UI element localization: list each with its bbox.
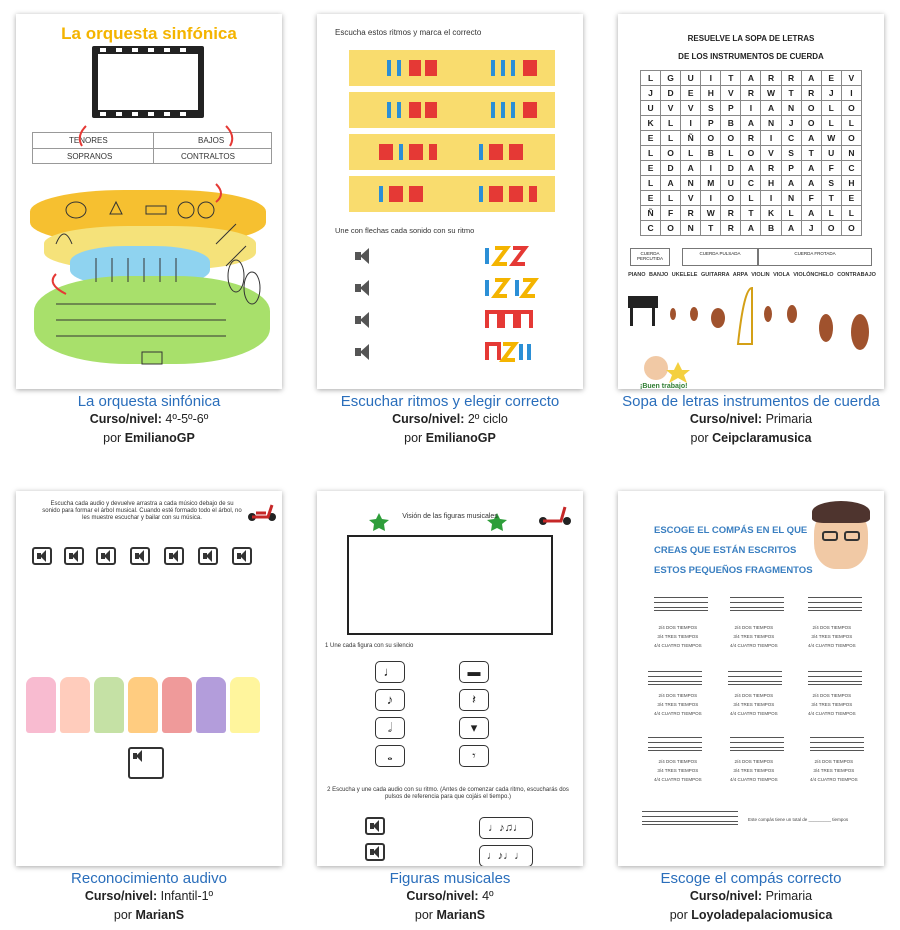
card-level: Curso/nivel: 2º ciclo bbox=[392, 412, 508, 426]
grid-letter: A bbox=[741, 71, 761, 86]
grid-letter: L bbox=[661, 131, 681, 146]
grid-letter: B bbox=[721, 116, 741, 131]
grid-letter: A bbox=[801, 71, 821, 86]
grid-letter: E bbox=[641, 161, 661, 176]
grid-row bbox=[641, 206, 862, 221]
option-list: 2/4 DOS TIEMPOS 3/4 TRES TIEMPOS 4/4 CUATRO TIEMPOS bbox=[654, 693, 702, 716]
grid-letter: O bbox=[661, 146, 681, 161]
grid-letter: I bbox=[701, 161, 721, 176]
grid-letter: T bbox=[781, 86, 801, 101]
card-author: por MarianS bbox=[414, 908, 486, 922]
note-box[interactable]: ♩ bbox=[375, 661, 405, 683]
grid-letter: U bbox=[821, 146, 841, 161]
grid-letter: O bbox=[741, 146, 761, 161]
worksheet-card bbox=[616, 14, 886, 448]
scooter-icon bbox=[246, 499, 278, 523]
musician-figure[interactable] bbox=[128, 677, 158, 733]
grid-letter: O bbox=[841, 101, 861, 116]
grid-letter: A bbox=[681, 161, 701, 176]
music-staff bbox=[648, 671, 702, 685]
grid-letter: I bbox=[681, 116, 701, 131]
grid-letter: P bbox=[721, 101, 741, 116]
grid-row bbox=[641, 161, 862, 176]
grid-letter: A bbox=[741, 161, 761, 176]
grid-letter: E bbox=[641, 191, 661, 206]
grid-letter: N bbox=[781, 101, 801, 116]
rhythm-row bbox=[349, 50, 555, 86]
rhythm-row bbox=[349, 92, 555, 128]
musician-figure[interactable] bbox=[94, 677, 124, 733]
grid-letter: L bbox=[721, 146, 741, 161]
grid-letter: H bbox=[841, 176, 861, 191]
grid-letter: K bbox=[761, 206, 781, 221]
grid-letter: L bbox=[661, 116, 681, 131]
grid-row bbox=[641, 86, 862, 101]
grid-row bbox=[641, 176, 862, 191]
grid-row bbox=[641, 221, 862, 236]
option-list: 2/4 DOS TIEMPOS 3/4 TRES TIEMPOS 4/4 CUATRO TIEMPOS bbox=[654, 625, 702, 648]
thumb-instructions: Escucha cada audio y devuelve arrastra a cada músico debajo de su sonido para formar el árbol musical. Cuando esté formado todo el árbol, no les muestre escuchar y bailar con su música. bbox=[42, 501, 242, 521]
audio-button[interactable] bbox=[130, 547, 150, 565]
author-name[interactable]: MarianS bbox=[436, 908, 486, 922]
grid-letter: T bbox=[821, 191, 841, 206]
grid-letter: D bbox=[661, 86, 681, 101]
worksheet-thumbnail[interactable] bbox=[317, 14, 583, 389]
grid-letter: O bbox=[721, 191, 741, 206]
grid-letter: V bbox=[681, 101, 701, 116]
grid-letter: E bbox=[681, 86, 701, 101]
grid-letter: J bbox=[801, 221, 821, 236]
note-box[interactable]: ♪ bbox=[375, 689, 405, 711]
grid-letter: R bbox=[741, 86, 761, 101]
grid-letter: O bbox=[701, 131, 721, 146]
grid-letter: A bbox=[741, 221, 761, 236]
grid-letter: C bbox=[781, 131, 801, 146]
speaker-icon bbox=[355, 310, 377, 330]
grid-letter: V bbox=[661, 101, 681, 116]
grid-letter: W bbox=[701, 206, 721, 221]
grid-letter: I bbox=[841, 86, 861, 101]
grid-letter: P bbox=[781, 161, 801, 176]
worksheet-thumbnail[interactable] bbox=[16, 14, 282, 389]
grid-letter: L bbox=[641, 71, 661, 86]
grid-letter: R bbox=[721, 206, 741, 221]
grid-letter: U bbox=[721, 176, 741, 191]
grid-letter: F bbox=[801, 191, 821, 206]
option-list: 2/4 DOS TIEMPOS 3/4 TRES TIEMPOS 4/4 CUATRO TIEMPOS bbox=[730, 759, 778, 782]
card-title-link[interactable]: Reconocimiento audivo bbox=[71, 870, 227, 887]
musician-figure[interactable] bbox=[60, 677, 90, 733]
grid-letter: C bbox=[741, 176, 761, 191]
orchestra-instruments-drawing bbox=[16, 14, 282, 389]
music-staff bbox=[730, 597, 784, 611]
grid-letter: L bbox=[661, 191, 681, 206]
grid-letter: S bbox=[821, 176, 841, 191]
grid-letter: F bbox=[661, 206, 681, 221]
worksheet-thumbnail[interactable] bbox=[16, 491, 282, 866]
grid-letter: E bbox=[641, 131, 661, 146]
thumb-heading-line: ESCOGE EL COMPÁS EN EL QUE bbox=[654, 525, 808, 536]
grid-letter: B bbox=[701, 146, 721, 161]
grid-letter: I bbox=[761, 191, 781, 206]
worksheet-thumbnail[interactable] bbox=[618, 491, 884, 866]
grid-letter: L bbox=[841, 116, 861, 131]
thumb-heading-line: CREAS QUE ESTÁN ESCRITOS bbox=[654, 545, 797, 556]
grid-letter: I bbox=[741, 101, 761, 116]
grid-letter: I bbox=[761, 131, 781, 146]
grid-letter: G bbox=[661, 71, 681, 86]
author-name[interactable]: EmilianoGP bbox=[425, 431, 496, 445]
note-box[interactable]: 𝅝 bbox=[375, 745, 405, 767]
grid-letter: H bbox=[701, 86, 721, 101]
grid-letter: O bbox=[661, 221, 681, 236]
option-list: 2/4 DOS TIEMPOS 3/4 TRES TIEMPOS 4/4 CUATRO TIEMPOS bbox=[808, 693, 856, 716]
grid-letter: J bbox=[781, 116, 801, 131]
grid-letter: L bbox=[681, 146, 701, 161]
grid-letter: E bbox=[841, 191, 861, 206]
card-title-link[interactable]: La orquesta sinfónica bbox=[77, 393, 221, 410]
music-staff bbox=[808, 671, 862, 685]
grid-letter: F bbox=[821, 161, 841, 176]
grid-letter: A bbox=[761, 101, 781, 116]
grid-letter: R bbox=[761, 71, 781, 86]
audio-button[interactable] bbox=[96, 547, 116, 565]
grid-letter: O bbox=[801, 101, 821, 116]
instrument-list: PIANO BANJO UKELELE GUITARRA ARPA VIOLIN VIOLA VIOLÓNCHELO CONTRABAJO bbox=[628, 272, 876, 278]
worksheet-card bbox=[14, 491, 284, 925]
grid-letter: L bbox=[841, 206, 861, 221]
worksheet-card bbox=[14, 14, 284, 448]
grid-letter: O bbox=[721, 131, 741, 146]
grid-row bbox=[641, 71, 862, 86]
rest-box[interactable]: 𝄾 bbox=[459, 745, 489, 767]
grid-letter: O bbox=[841, 131, 861, 146]
grid-letter: A bbox=[801, 131, 821, 146]
grid-letter: N bbox=[761, 116, 781, 131]
grid-letter: R bbox=[781, 71, 801, 86]
grid-letter: R bbox=[721, 221, 741, 236]
grid-row bbox=[641, 146, 862, 161]
grid-letter: V bbox=[681, 191, 701, 206]
grid-letter: D bbox=[721, 161, 741, 176]
grid-letter: V bbox=[841, 71, 861, 86]
label-sopranos: SOPRANOS bbox=[67, 152, 113, 161]
author-name[interactable]: Loyoladepalaciomusica bbox=[691, 908, 833, 922]
grid-letter: R bbox=[681, 206, 701, 221]
grid-row bbox=[641, 116, 862, 131]
speaker-icon bbox=[355, 342, 377, 362]
note-box[interactable]: 𝅗𝅥 bbox=[375, 717, 405, 739]
grid-letter: C bbox=[841, 161, 861, 176]
grid-letter: L bbox=[641, 146, 661, 161]
thumb-title: La orquesta sinfónica bbox=[61, 24, 237, 43]
worksheet-card bbox=[315, 14, 585, 448]
music-staff bbox=[654, 597, 708, 611]
music-staff bbox=[642, 811, 738, 825]
thumb-heading: Visión de las figuras musicales bbox=[402, 513, 498, 520]
option-list: 2/4 DOS TIEMPOS 3/4 TRES TIEMPOS 4/4 CUATRO TIEMPOS bbox=[810, 759, 858, 782]
grid-letter: M bbox=[701, 176, 721, 191]
grid-letter: N bbox=[681, 221, 701, 236]
word-search-grid bbox=[640, 70, 862, 236]
badge-text: ¡Buen trabajo! bbox=[640, 383, 688, 389]
grid-letter: L bbox=[821, 116, 841, 131]
thumb-subheading: Une con flechas cada sonido con su ritmo bbox=[335, 226, 475, 235]
card-author: por Ceipclaramusica bbox=[690, 431, 812, 445]
worksheet-card bbox=[616, 491, 886, 925]
category-label: CUERDA FROTADA bbox=[758, 248, 872, 266]
grid-letter: V bbox=[721, 86, 741, 101]
grid-letter: L bbox=[641, 176, 661, 191]
category-label: CUERDA PULSADA bbox=[682, 248, 758, 266]
grid-letter: H bbox=[761, 176, 781, 191]
grid-row bbox=[641, 131, 862, 146]
card-level: Curso/nivel: 4º-5º-6º bbox=[89, 412, 209, 426]
grid-row bbox=[641, 191, 862, 206]
grid-letter: E bbox=[821, 71, 841, 86]
grid-letter: N bbox=[781, 191, 801, 206]
rhythm-box[interactable]: ♩♪♩♩ bbox=[479, 845, 533, 866]
grid-letter: N bbox=[681, 176, 701, 191]
grid-letter: L bbox=[821, 206, 841, 221]
music-staff bbox=[810, 737, 864, 751]
grid-letter: W bbox=[761, 86, 781, 101]
card-author: por MarianS bbox=[113, 908, 185, 922]
audio-button[interactable] bbox=[32, 547, 52, 565]
musician-figure[interactable] bbox=[230, 677, 260, 733]
card-title-link[interactable]: Escoge el compás correcto bbox=[660, 870, 842, 887]
musician-figure[interactable] bbox=[162, 677, 192, 733]
rhythm-patterns-drawing bbox=[483, 244, 553, 374]
grid-letter: B bbox=[761, 221, 781, 236]
speaker-icon bbox=[355, 246, 377, 266]
grid-letter: R bbox=[801, 86, 821, 101]
category-label: CUERDA PERCUTIDA bbox=[630, 248, 670, 266]
grid-letter: O bbox=[801, 116, 821, 131]
card-level: Curso/nivel: Primaria bbox=[689, 889, 813, 903]
grid-letter: D bbox=[661, 161, 681, 176]
author-name[interactable]: Ceipclaramusica bbox=[712, 431, 812, 445]
grid-letter: I bbox=[701, 191, 721, 206]
label-contraltos: CONTRALTOS bbox=[181, 152, 235, 161]
musician-figure[interactable] bbox=[26, 677, 56, 733]
decor-icons bbox=[317, 491, 583, 531]
grid-letter: A bbox=[741, 116, 761, 131]
rhythm-row bbox=[349, 176, 555, 212]
question-1: 1 Une cada figura con su silencio bbox=[325, 643, 414, 649]
music-staff bbox=[730, 737, 784, 751]
grid-letter: L bbox=[741, 191, 761, 206]
grid-letter: J bbox=[821, 86, 841, 101]
rest-box[interactable]: ▬ bbox=[459, 661, 489, 683]
grid-letter: C bbox=[641, 221, 661, 236]
rhythm-box[interactable]: ♩♪♫♩ bbox=[479, 817, 533, 839]
grid-letter: W bbox=[821, 131, 841, 146]
worksheet-thumbnail[interactable] bbox=[618, 14, 884, 389]
audio-button[interactable] bbox=[64, 547, 84, 565]
grid-letter: O bbox=[841, 221, 861, 236]
grid-letter: O bbox=[821, 221, 841, 236]
option-list: 2/4 DOS TIEMPOS 3/4 TRES TIEMPOS 4/4 CUATRO TIEMPOS bbox=[730, 693, 778, 716]
card-author: por EmilianoGP bbox=[103, 431, 195, 445]
rest-box[interactable]: 𝄽 bbox=[459, 689, 489, 711]
grid-letter: J bbox=[641, 86, 661, 101]
card-level: Curso/nivel: 4º bbox=[406, 889, 494, 903]
audio-button[interactable] bbox=[164, 547, 184, 565]
card-author: por Loyoladepalaciomusica bbox=[669, 908, 833, 922]
grid-letter: A bbox=[661, 176, 681, 191]
grid-letter: L bbox=[821, 101, 841, 116]
grid-letter: R bbox=[761, 161, 781, 176]
card-author: por EmilianoGP bbox=[404, 431, 496, 445]
grid-letter: I bbox=[701, 71, 721, 86]
card-title-link[interactable]: Figuras musicales bbox=[389, 870, 511, 887]
grid-letter: U bbox=[641, 101, 661, 116]
speaker-icon bbox=[355, 278, 377, 298]
card-title-link[interactable]: Sopa de letras instrumentos de cuerda bbox=[622, 393, 880, 410]
grid-letter: S bbox=[701, 101, 721, 116]
rhythm-row bbox=[349, 134, 555, 170]
teacher-avatar bbox=[814, 505, 868, 569]
grid-letter: A bbox=[781, 176, 801, 191]
grid-letter: A bbox=[781, 221, 801, 236]
grid-letter: T bbox=[721, 71, 741, 86]
grid-letter: L bbox=[781, 206, 801, 221]
grid-letter: A bbox=[801, 176, 821, 191]
option-list: 2/4 DOS TIEMPOS 3/4 TRES TIEMPOS 4/4 CUATRO TIEMPOS bbox=[654, 759, 702, 782]
worksheet-thumbnail[interactable] bbox=[317, 491, 583, 866]
grid-letter: P bbox=[701, 116, 721, 131]
music-staff bbox=[728, 671, 782, 685]
grid-letter: R bbox=[741, 131, 761, 146]
thumb-heading: Escucha estos ritmos y marca el correcto bbox=[335, 28, 482, 37]
audio-button[interactable] bbox=[232, 547, 252, 565]
grid-letter: N bbox=[841, 146, 861, 161]
footer-question: Este compás tiene un total de _________ tiempos bbox=[748, 817, 849, 822]
musician-figure[interactable] bbox=[196, 677, 226, 733]
music-staff bbox=[808, 597, 862, 611]
grid-letter: A bbox=[801, 161, 821, 176]
option-list: 2/4 DOS TIEMPOS 3/4 TRES TIEMPOS 4/4 CUATRO TIEMPOS bbox=[808, 625, 856, 648]
grid-letter: T bbox=[741, 206, 761, 221]
thumb-heading: DE LOS INSTRUMENTOS DE CUERDA bbox=[678, 52, 824, 61]
label-tenores: TENORES bbox=[69, 136, 108, 145]
label-bajos: BAJOS bbox=[198, 136, 225, 145]
grid-letter: Ñ bbox=[681, 131, 701, 146]
video-frame[interactable] bbox=[347, 535, 553, 635]
card-title-link[interactable]: Escuchar ritmos y elegir correcto bbox=[340, 393, 560, 410]
author-name[interactable]: EmilianoGP bbox=[124, 431, 195, 445]
card-level: Curso/nivel: Infantil-1º bbox=[84, 889, 214, 903]
grid-letter: A bbox=[801, 206, 821, 221]
audio-button[interactable] bbox=[365, 817, 385, 835]
option-list: 2/4 DOS TIEMPOS 3/4 TRES TIEMPOS 4/4 CUATRO TIEMPOS bbox=[730, 625, 778, 648]
grid-letter: T bbox=[701, 221, 721, 236]
audio-button-large[interactable] bbox=[128, 747, 164, 779]
grid-letter: K bbox=[641, 116, 661, 131]
grid-letter: U bbox=[681, 71, 701, 86]
grid-letter: S bbox=[781, 146, 801, 161]
worksheet-card bbox=[315, 491, 585, 925]
author-name[interactable]: MarianS bbox=[135, 908, 185, 922]
music-staff bbox=[648, 737, 702, 751]
grid-letter: V bbox=[761, 146, 781, 161]
grid-letter: Ñ bbox=[641, 206, 661, 221]
grid-row bbox=[641, 101, 862, 116]
rest-box[interactable]: ▾ bbox=[459, 717, 489, 739]
audio-button[interactable] bbox=[365, 843, 385, 861]
audio-button[interactable] bbox=[198, 547, 218, 565]
grid-letter: T bbox=[801, 146, 821, 161]
thumb-heading: RESUELVE LA SOPA DE LETRAS bbox=[687, 34, 815, 43]
question-2: 2 Escucha y une cada audio con su ritmo. (Antes de comenzar cada ritmo, escucharás dos pulsos de referencia para que cojáis el tiempo.) bbox=[327, 787, 569, 800]
card-level: Curso/nivel: Primaria bbox=[689, 412, 813, 426]
string-instruments-drawing bbox=[618, 284, 884, 389]
thumb-heading-line: ESTOS PEQUEÑOS FRAGMENTOS bbox=[654, 565, 813, 576]
